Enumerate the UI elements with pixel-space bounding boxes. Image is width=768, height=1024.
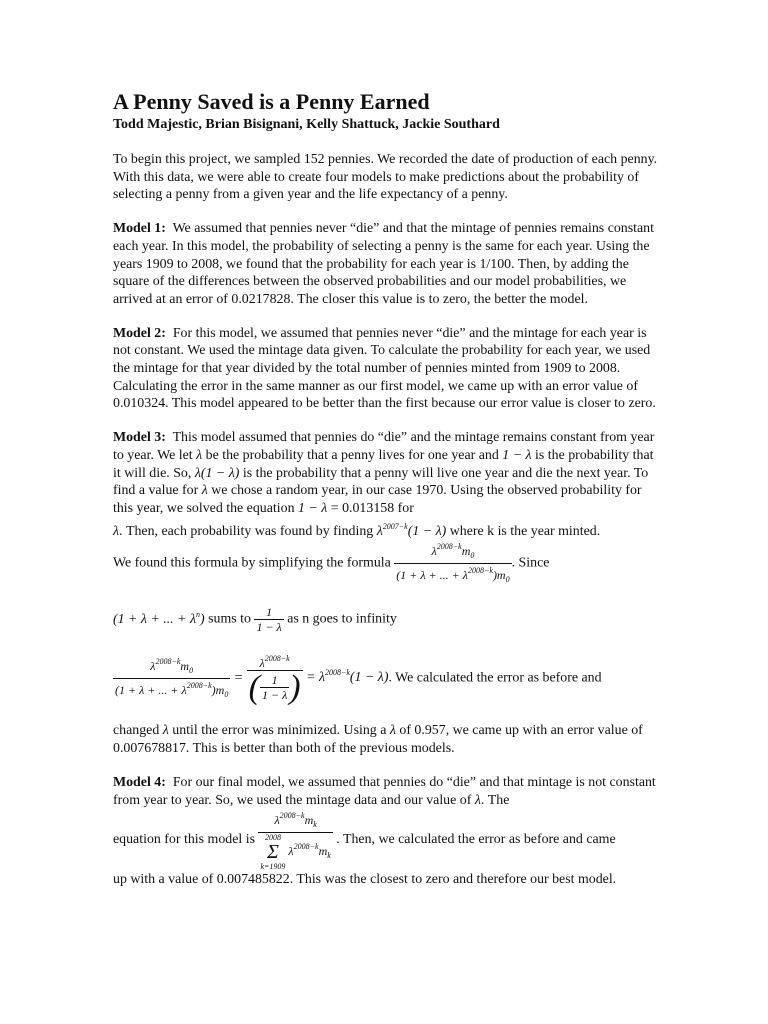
formula-one-minus-lambda: 1 − λ bbox=[298, 500, 328, 516]
lambda-symbol: λ bbox=[474, 792, 481, 808]
formula-fraction-general: $\frac{\lambda^{2008-k}m_0}{(1 + \lambda + ... + \lambda^{2008-k})m_0}$ bbox=[396, 542, 510, 585]
model-2-paragraph bbox=[113, 325, 658, 414]
model-3-paragraph bbox=[113, 429, 658, 758]
model-3-text: for bbox=[397, 500, 414, 516]
model-4-heading: Model 4: bbox=[113, 774, 166, 790]
model-1-paragraph bbox=[113, 220, 658, 309]
model-4-text: . Then, we calculated the error as before and came bbox=[336, 832, 616, 848]
model-4-text: For our final model, we assumed that pennies do “die” and that mintage is not constant from year to year. So, we used the mintage data and our value of bbox=[113, 774, 656, 808]
model-3-text: as n goes to infinity bbox=[287, 611, 397, 627]
model-3-text: we chose a random year, in our case 1970. Using the observed probability for this year, we solved the equation bbox=[113, 483, 642, 516]
model-4-paragraph bbox=[113, 774, 658, 889]
model-3-heading: Model 3: bbox=[113, 430, 166, 446]
model-3-text: . Since bbox=[511, 556, 550, 572]
model-2-heading: Model 2: bbox=[113, 325, 166, 341]
formula-series-sum: $\frac{1}{1 - \lambda}$ bbox=[256, 605, 282, 635]
lambda-symbol: λ bbox=[196, 447, 203, 463]
lambda-symbol: λ bbox=[162, 723, 169, 739]
equals-sign: = bbox=[233, 670, 244, 686]
intro-paragraph: To begin this project, we sampled 152 pennies. We recorded the date of production of each penny. With this data, we were able to create four models to make predictions about the probability of selecting a penny from a given year and the life expectancy of a penny. bbox=[113, 152, 658, 203]
formula-lambda-times-one-minus-lambda: λ(1 − λ) bbox=[194, 465, 240, 481]
lambda-symbol: λ bbox=[389, 723, 396, 739]
model-4-text: . The bbox=[480, 792, 510, 808]
model-2-text: For this model, we assumed that pennies never “die” and the mintage for each year is not constant. We used the mintage data given. To calculate the probability for each year, we used the mintage for that year divided by the total number of pennies minted from 1909 to 2008. Calculating the error in the same manner as our first model, we came up with an error value of 0.010324. This model appeared to be better than the first because our error value is closer to zero. bbox=[113, 325, 656, 412]
lambda-symbol: λ bbox=[201, 483, 208, 499]
model-3-text: be the probability that a penny lives for one year and bbox=[205, 447, 499, 463]
model-3-text: . We calculated the error as before and bbox=[388, 670, 602, 686]
formula-fraction-middle: $\lambda^{2008-k}$ ( $\frac{1}{1 - \lambda}$ ) bbox=[248, 653, 301, 706]
document-title: A Penny Saved is a Penny Earned bbox=[113, 89, 430, 114]
model-3-text: changed bbox=[113, 723, 160, 739]
model-3-text: sums to bbox=[208, 611, 251, 627]
model-3-text: of 0.957, we came up with an error value of 0.007678817. This is better than both of the previous models. bbox=[113, 723, 643, 757]
model-4-text: up with a value of 0.007485822. This was the closest to zero and therefore our best model. bbox=[113, 872, 617, 888]
equation-value: = 0.013158 bbox=[330, 500, 395, 516]
model-3-text: This model assumed that pennies do “die” and the mintage remains constant from year to year. We let bbox=[113, 430, 655, 463]
model-3-text: where k is the year minted. bbox=[449, 523, 601, 539]
model-1-heading: Model 1: bbox=[113, 221, 166, 237]
model-4-text: equation for this model is bbox=[113, 832, 255, 848]
model-3-text: until the error was minimized. Using a bbox=[172, 723, 387, 739]
formula-model-4: $\lambda^{2008-k}m_k$ 2008 Σ k=1909 $\lambda^{2008-k}m_k$ bbox=[260, 811, 331, 872]
formula-geometric-series: (1 + λ + ... + $\lambda^n$) bbox=[113, 609, 205, 627]
formula-one-minus-lambda: 1 − λ bbox=[502, 447, 532, 463]
model-3-text: is the probability that it will die. So, bbox=[113, 447, 654, 481]
formula-fraction-lhs: $\frac{\lambda^{2008-k}m_0}{(1 + \lambda + ... + \lambda^{2008-k})m_0}$ bbox=[115, 656, 229, 699]
lambda-symbol: λ bbox=[113, 523, 120, 539]
model-3-text: We found this formula by simplifying the formula bbox=[113, 556, 391, 572]
model-3-text: . Then, each probability was found by finding bbox=[119, 523, 374, 539]
model-1-text: We assumed that pennies never “die” and that the mintage of pennies remains constant each year. In this model, the probability of selecting a penny is the same for each year. Using the years 1909 to 2008, we found that the probability for each year is 1/100. Then, by adding the square of the differences between the observed probabilities and our model probabilities, we arrived at an error of 0.0217828. The closer this value is to zero, the better the model. bbox=[113, 221, 654, 307]
document-page bbox=[113, 88, 658, 889]
author-list: Todd Majestic, Brian Bisignani, Kelly Shattuck, Jackie Southard bbox=[113, 117, 500, 132]
formula-probability: $\lambda^{2007-k}(1 - \lambda)$ bbox=[376, 521, 447, 539]
model-3-text: is the probability that a penny will live one year and die the next year. To find a value for bbox=[113, 465, 649, 499]
formula-simplified: = $\lambda^{2008-k}(1 - \lambda)$ bbox=[306, 668, 389, 686]
